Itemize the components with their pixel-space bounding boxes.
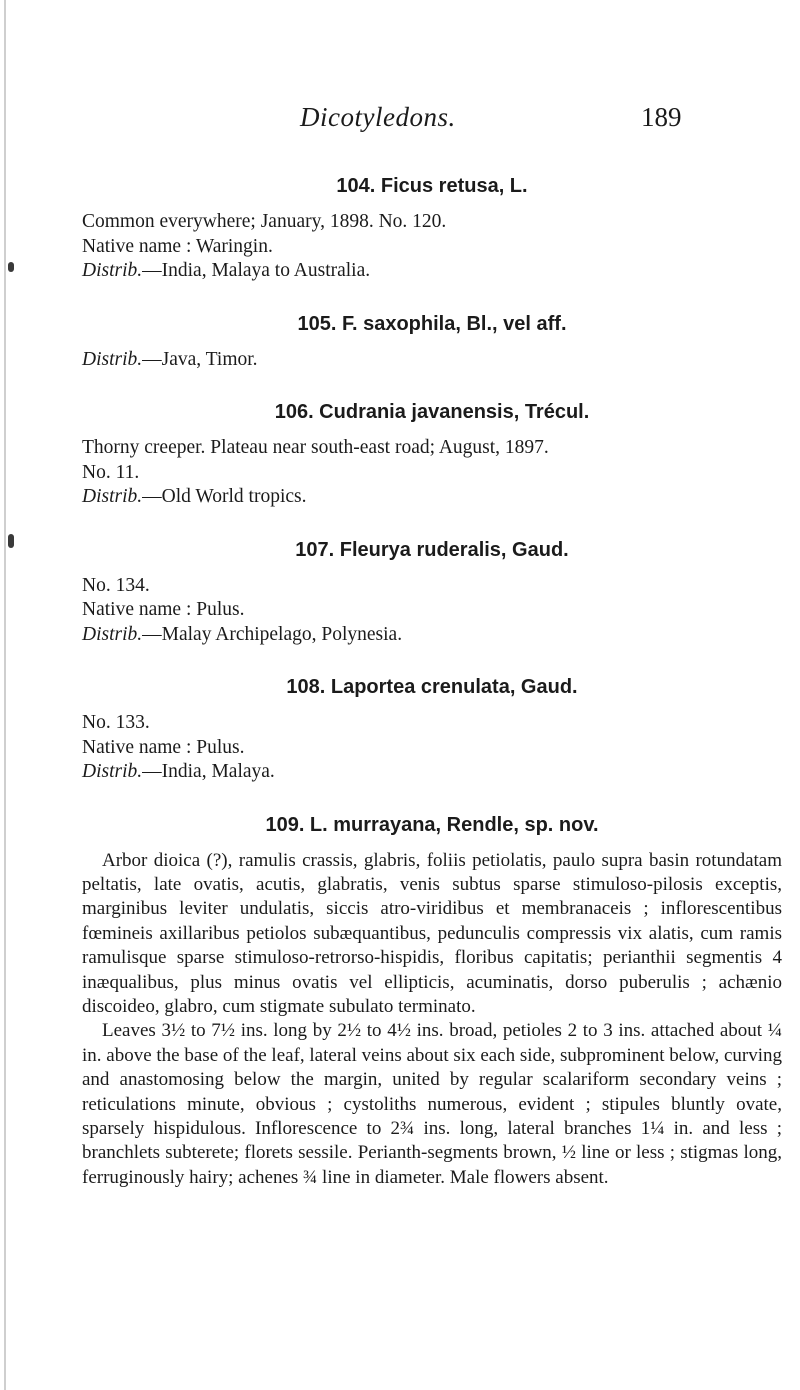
page-header xyxy=(0,102,800,142)
species-entry xyxy=(82,310,782,373)
species-entry xyxy=(82,811,782,1191)
species-heading: 108. Laportea crenulata, Gaud. xyxy=(286,676,578,698)
native-name-line: Native name : Waringin. xyxy=(82,235,273,257)
page-edge-shadow xyxy=(4,0,6,1390)
collection-line: Thorny creeper. Plateau near south-east road; August, 1897. xyxy=(82,437,549,458)
collection-number-line: No. 134. xyxy=(82,574,150,596)
species-heading: 104. Ficus retusa, L. xyxy=(336,175,528,197)
species-heading: 105. F. saxophila, Bl., vel aff. xyxy=(297,312,567,335)
species-entry xyxy=(82,673,782,785)
collection-line: Common everywhere; January, 1898. No. 120. xyxy=(82,211,447,232)
distribution-line: Distrib.—Java, Timor. xyxy=(82,348,258,370)
collection-number-line: No. 133. xyxy=(82,712,150,733)
distribution-line: Distrib.—India, Malaya to Australia. xyxy=(82,260,371,281)
page-number: 189 xyxy=(641,102,682,132)
species-heading: 109. L. murrayana, Rendle, sp. nov. xyxy=(265,813,599,836)
page-body xyxy=(82,172,782,1190)
margin-mark xyxy=(8,534,14,548)
latin-description: Arbor dioica (?), ramulis crassis, glabris, foliis petiolatis, paulo supra basin rotundatam peltatis, late ovatis, acutis, glabratis, venis subtus sparse stimuloso-pilosis exceptis, marginibus leviter undulatis, siccis atro-viridibus et membranaceis ; inflorescentibus fœmineis axillaribus petiolos subæquantibus, pedunculis compressis vix alatis, cum ramis ramulisque sparse stimuloso-retrorso-hispidis, floribus capitatis; perianthii segmentis 4 inæqualibus, plus minus ovatis vel ellipticis, acuminatis, dorso puberulis ; achænio discoideo, glabro, cum stigmate subulato terminato. xyxy=(82,849,782,1017)
distribution-line: Distrib.—Old World tropics. xyxy=(82,486,307,507)
english-description: Leaves 3½ to 7½ ins. long by 2½ to 4½ ins. broad, petioles 2 to 3 ins. attached about ¼ in. above the base of the leaf, lateral veins about six each side, subprominent below, curving and anastomosing below the margin, united by regular scalariform secondary veins ; reticulations minute, obvious ; cystoliths numerous, evident ; stipules bluntly ovate, sparsely hispidulous. Inflorescence to 2¾ ins. long, lateral branches 1¼ in. and less ; branchlets subterete; florets sessile. Perianth-segments brown, ½ line or less ; stigmas long, ferruginously hairy; achenes ¾ line in diameter. Male flowers absent. xyxy=(82,1020,782,1188)
distribution-line: Distrib.—Malay Archipelago, Polynesia. xyxy=(82,623,403,645)
distribution-line: Distrib.—India, Malaya. xyxy=(82,761,275,782)
species-entry xyxy=(82,536,782,648)
species-heading: 106. Cudrania javanensis, Trécul. xyxy=(274,401,590,423)
species-entry xyxy=(82,398,782,510)
collection-number-line: No. 11. xyxy=(82,461,140,483)
margin-mark xyxy=(8,262,14,272)
native-name-line: Native name : Pulus. xyxy=(82,736,245,758)
species-heading: 107. Fleurya ruderalis, Gaud. xyxy=(295,538,569,561)
running-title: Dicotyledons. xyxy=(300,102,456,132)
species-entry xyxy=(82,172,782,284)
native-name-line: Native name : Pulus. xyxy=(82,599,245,620)
